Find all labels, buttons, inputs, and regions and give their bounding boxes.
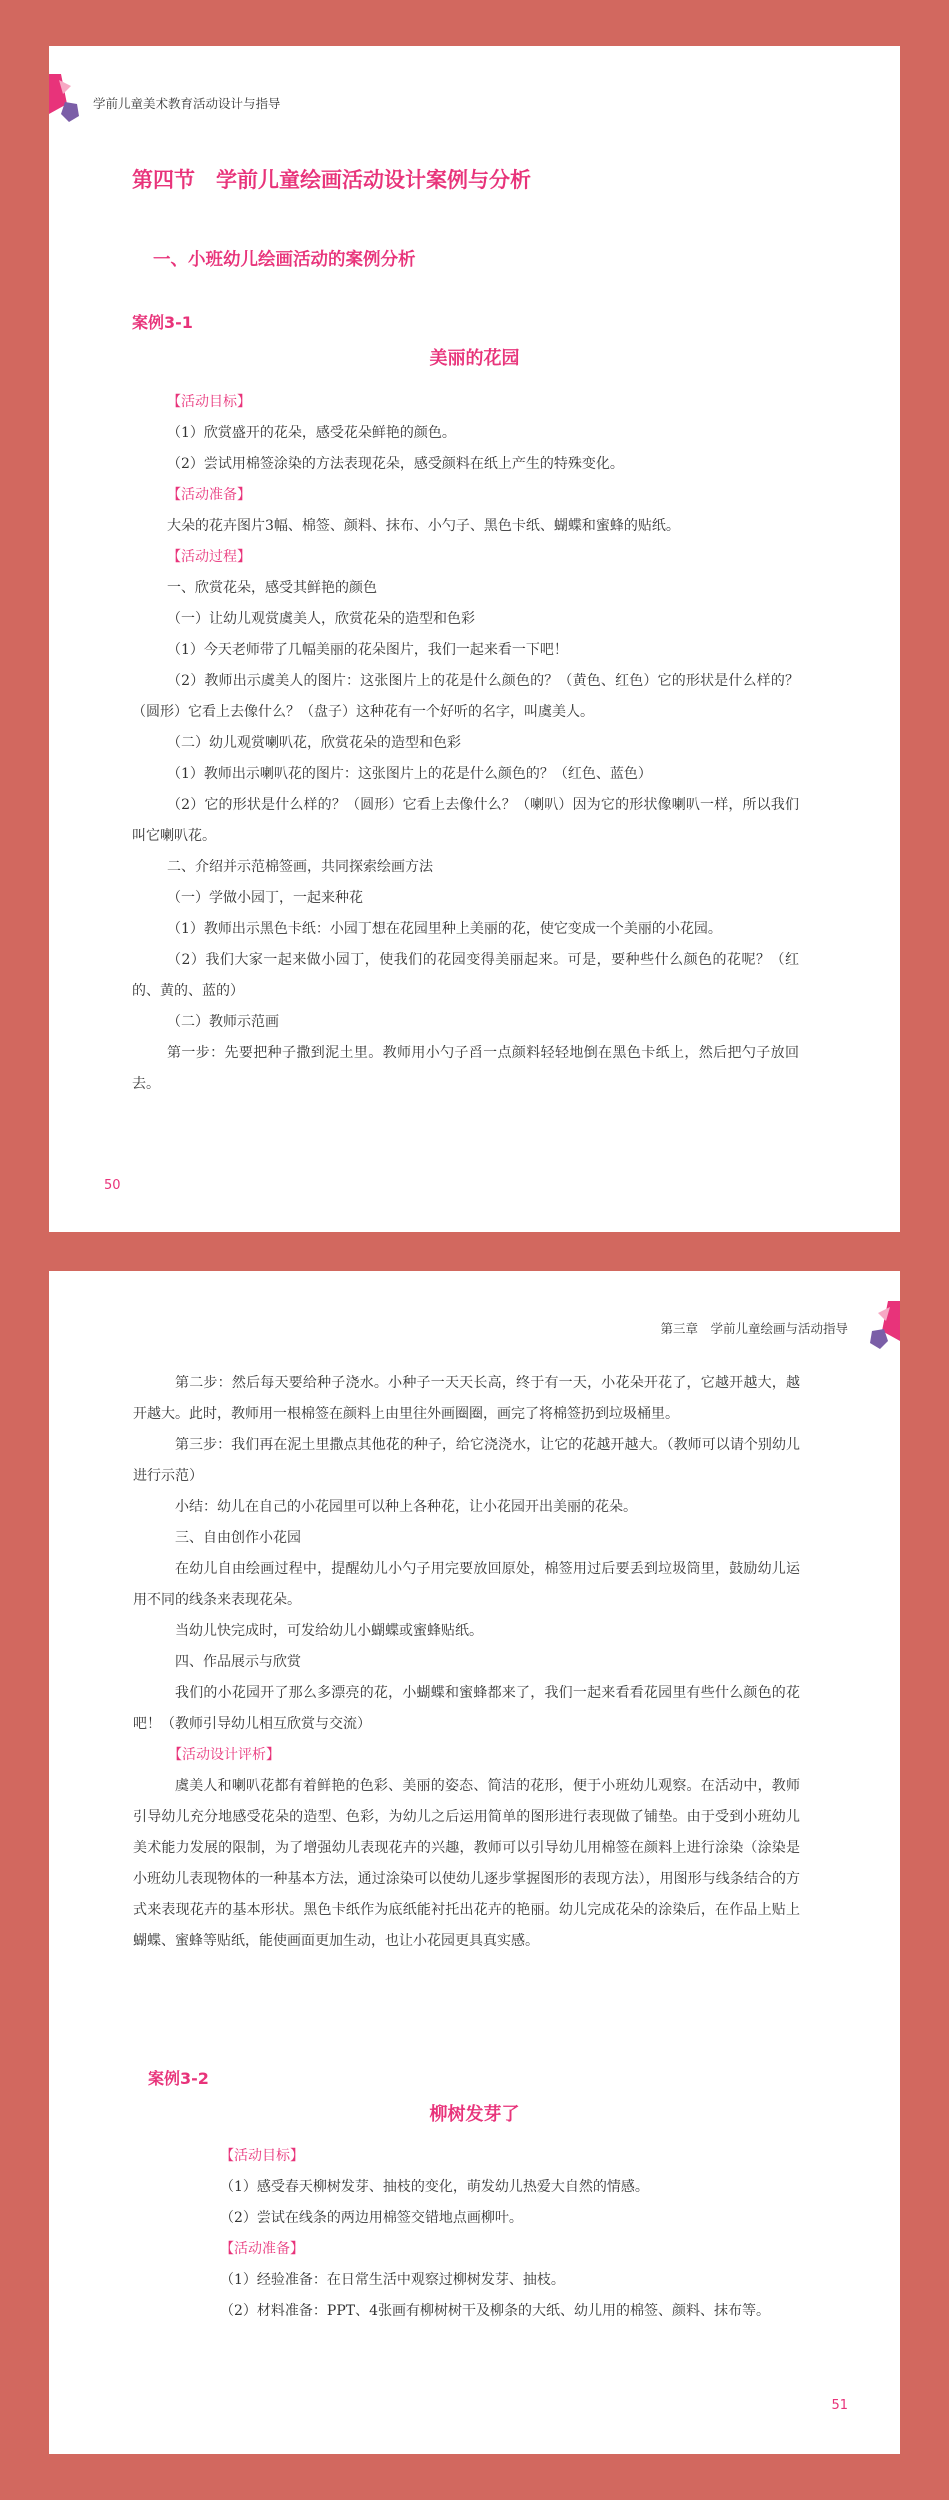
paragraph: （2）我们大家一起来做小园丁，使我们的花园变得美丽起来。可是，要种些什么颜色的花呢？（红的、黄的、蓝的）: [132, 952, 799, 999]
section-tag: 【活动目标】: [167, 394, 251, 410]
paragraph: （2）它的形状是什么样的？（圆形）它看上去像什么？（喇叭）因为它的形状像喇叭一样，所以我们叫它喇叭花。: [132, 797, 799, 844]
paragraph: （1）经验准备：在日常生活中观察过柳树发芽、抽枝。: [220, 2272, 565, 2288]
paragraph: 一、欣赏花朵，感受其鲜艳的颜色: [167, 580, 377, 596]
page-number: 50: [104, 1178, 121, 1193]
paragraph: 第一步：先要把种子撒到泥土里。教师用小勺子舀一点颜料轻轻地倒在黑色卡纸上，然后把勺子放回去。: [132, 1045, 799, 1092]
case-body-2: [185, 2141, 835, 2327]
paragraph: （二）教师示范画: [167, 1014, 279, 1030]
paragraph: （1）感受春天柳树发芽、抽枝的变化，萌发幼儿热爱大自然的情感。: [220, 2179, 649, 2195]
case-body: [132, 387, 799, 1100]
section-title: 第四节 学前儿童绘画活动设计案例与分析: [132, 168, 531, 192]
paragraph: （1）今天老师带了几幅美丽的花朵图片，我们一起来看一下吧！: [167, 642, 568, 658]
case-body-continued: [133, 1368, 800, 1957]
case-title: 美丽的花园: [429, 348, 520, 369]
paragraph: 四、作品展示与欣赏: [175, 1654, 301, 1670]
header-decoration-icon: [49, 74, 85, 134]
page-51: [49, 1271, 900, 2454]
case-label: 案例3-1: [132, 313, 193, 332]
paragraph: （1）教师出示喇叭花的图片：这张图片上的花是什么颜色的？（红色、蓝色）: [167, 766, 652, 782]
page-50: [49, 46, 900, 1232]
section-tag: 【活动设计评析】: [168, 1747, 280, 1763]
section-tag: 【活动过程】: [167, 549, 251, 565]
paragraph: 当幼儿快完成时，可发给幼儿小蝴蝶或蜜蜂贴纸。: [175, 1623, 483, 1639]
paragraph: 三、自由创作小花园: [175, 1530, 301, 1546]
subsection-title: 一、小班幼儿绘画活动的案例分析: [153, 250, 416, 270]
page-number: 51: [831, 2398, 848, 2413]
paragraph: 在幼儿自由绘画过程中，提醒幼儿小勺子用完要放回原处，棉签用过后要丢到垃圾筒里，鼓励幼儿运用不同的线条来表现花朵。: [133, 1561, 800, 1608]
paragraph: 第三步：我们再在泥土里撒点其他花的种子，给它浇浇水，让它的花越开越大。（教师可以请个别幼儿进行示范）: [133, 1437, 800, 1484]
case-title: 柳树发芽了: [429, 2104, 520, 2125]
paragraph: （2）材料准备：PPT、4张画有柳树树干及柳条的大纸、幼儿用的棉签、颜料、抹布等。: [220, 2303, 770, 2319]
running-header: 学前儿童美术教育活动设计与指导: [93, 96, 281, 111]
section-tag: 【活动准备】: [167, 487, 251, 503]
header-decoration-icon: [864, 1301, 900, 1361]
paragraph: 第二步：然后每天要给种子浇水。小种子一天天长高，终于有一天，小花朵开花了，它越开越大，越开越大。此时，教师用一根棉签在颜料上由里往外画圈圈，画完了将棉签扔到垃圾桶里。: [133, 1375, 800, 1422]
paragraph: 虞美人和喇叭花都有着鲜艳的色彩、美丽的姿态、简洁的花形，便于小班幼儿观察。在活动中，教师引导幼儿充分地感受花朵的造型、色彩，为幼儿之后运用简单的图形进行表现做了铺垫。由于受到小班幼儿美术能力发展的限制，为了增强幼儿表现花卉的兴趣，教师可以引导幼儿用棉签在颜料上进行涂染（涂染是小班幼儿表现物体的一种基本方法，通过涂染可以使幼儿逐步掌握图形的表现方法），用图形与线条结合的方式来表现花卉的基本形状。黑色卡纸作为底纸能衬托出花卉的艳丽。幼儿完成花朵的涂染后，在作品上贴上蝴蝶、蜜蜂等贴纸，能使画面更加生动，也让小花园更具真实感。: [133, 1778, 800, 1949]
case-label: 案例3-2: [148, 2069, 209, 2088]
paragraph: 我们的小花园开了那么多漂亮的花，小蝴蝶和蜜蜂都来了，我们一起来看看花园里有些什么颜色的花吧！（教师引导幼儿相互欣赏与交流）: [133, 1685, 800, 1732]
section-tag: 【活动准备】: [220, 2241, 304, 2257]
paragraph: 二、介绍并示范棉签画，共同探索绘画方法: [167, 859, 433, 875]
paragraph: （2）教师出示虞美人的图片：这张图片上的花是什么颜色的？（黄色、红色）它的形状是什么样的？（圆形）它看上去像什么？（盘子）这种花有一个好听的名字，叫虞美人。: [132, 673, 799, 720]
running-header: 第三章 学前儿童绘画与活动指导: [660, 1321, 848, 1336]
section-tag: 【活动目标】: [220, 2148, 304, 2164]
paragraph: （二）幼儿观赏喇叭花，欣赏花朵的造型和色彩: [167, 735, 461, 751]
paragraph: （一）让幼儿观赏虞美人，欣赏花朵的造型和色彩: [167, 611, 475, 627]
paragraph: （一）学做小园丁，一起来种花: [167, 890, 363, 906]
paragraph: （2）尝试在线条的两边用棉签交错地点画柳叶。: [220, 2210, 523, 2226]
paragraph: 小结：幼儿在自己的小花园里可以种上各种花，让小花园开出美丽的花朵。: [175, 1499, 637, 1515]
paragraph: （1）教师出示黑色卡纸：小园丁想在花园里种上美丽的花，使它变成一个美丽的小花园。: [167, 921, 722, 937]
paragraph: 大朵的花卉图片3幅、棉签、颜料、抹布、小勺子、黑色卡纸、蝴蝶和蜜蜂的贴纸。: [167, 518, 680, 534]
paragraph: （2）尝试用棉签涂染的方法表现花朵，感受颜料在纸上产生的特殊变化。: [167, 456, 624, 472]
paragraph: （1）欣赏盛开的花朵，感受花朵鲜艳的颜色。: [167, 425, 456, 441]
